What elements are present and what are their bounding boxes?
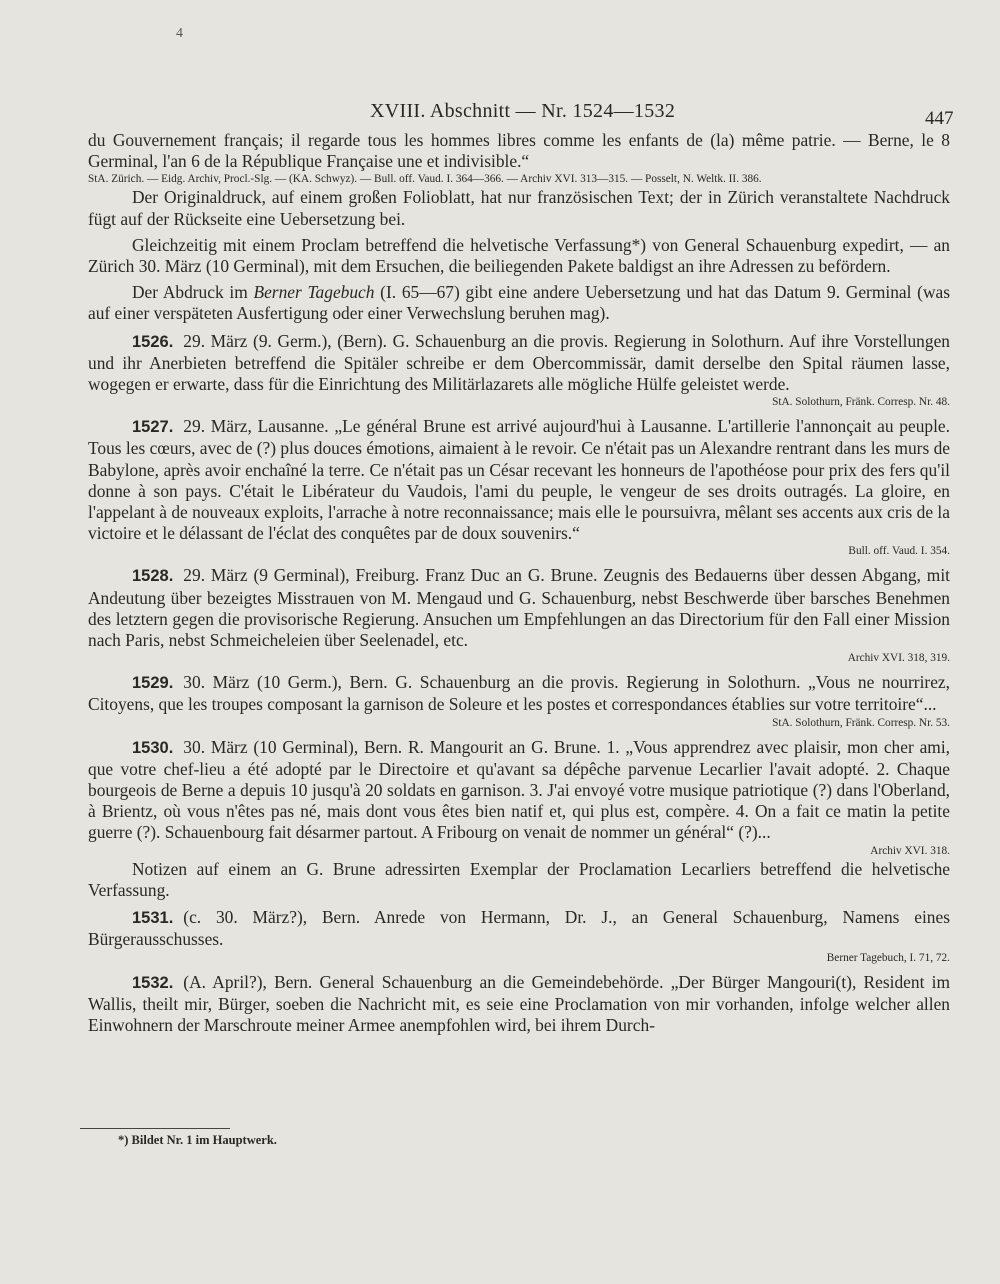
source-citation: StA. Zürich. — Eidg. Archiv, Procl.-Slg. — (KA. Schwyz). — Bull. off. Vaud. I. 364—366. — Archiv XVI. 313—315. — Posselt, N. Weltk. II. 386. <box>88 173 762 186</box>
page-header <box>0 100 1000 130</box>
source-citation: StA. Solothurn, Fränk. Corresp. Nr. 53. <box>772 716 950 729</box>
entry-number: 1531. <box>132 909 174 928</box>
paragraph-text: (I. 65—67) gibt eine andere Uebersetzung und hat das Datum 9. Germinal (was auf einer verspäteten Ausfertigung oder einer Verwechslung beruhen mag). <box>88 282 950 324</box>
source-citation: Bull. off. Vaud. I. 354. <box>848 545 950 558</box>
source-citation: Archiv XVI. 318. <box>870 844 950 857</box>
entry-1528 <box>88 565 950 651</box>
entry-1527 <box>88 416 950 544</box>
entry-number: 1530. <box>132 738 174 757</box>
paragraph <box>88 282 950 324</box>
source-citation: Archiv XVI. 318, 319. <box>847 652 950 665</box>
entry-1529 <box>88 672 950 715</box>
entry-text: (A. April?), Bern. General Schauenburg an die Gemeindebehörde. „Der Bürger Mangouri(t), Resident im Wallis, theilt mir, Bürger, soeben die Nachricht mit, es seie eine Proclamation von mir vorhanden, infolge welcher allen Einwohnern der Marschroute meiner Armee anempfohlen wird, bei ihrem Durch- <box>88 971 950 1035</box>
page-body <box>88 130 950 1036</box>
entry-1532 <box>88 972 950 1037</box>
entry-1526 <box>88 331 950 396</box>
entry-number: 1532. <box>132 973 174 992</box>
entry-text: 29. März, Lausanne. „Le général Brune est arrivé aujourd'hui à Lausanne. L'artillerie l'annonçait au peuple. Tous les cœurs, avec de (?) plus douces émotions, aimaient à le revoir. Ce n'était pas un Alexandre rentrant dans les murs de Babylone, après avoir enchaîné la terre. Ce n'était pas un César recevant les honneurs de l'apothéose pour prix des fers qu'il donne à son pays. C'était le Libérateur du Vaudois, l'ami du peuple, le vengeur de ses droits outragés. La gloire, en l'appelant à de nouveaux exploits, l'arrache à notre reconnaissance; mais elle le poursuivra, mêlant ses accents aux cris de la victoire et le délassant de l'éclat des conquêtes par de doux souvenirs.“ <box>88 416 951 544</box>
entry-text: 29. März (9 Germinal), Freiburg. Franz Duc an G. Brune. Zeugnis des Bedauerns über dessen Abgang, mit Andeutung über bezeigtes Misstrauen von M. Mengaud und G. Schauenburg, nebst Beschwerde über barsches Benehmen des letztern gegen die provisorische Regierung. Ansuchen um Empfehlungen an das Directorium für den Fall einer Mission nach Paris, nebst Schmeicheleien über Seelenadel, etc. <box>88 565 950 651</box>
entry-note: Notizen auf einem an G. Brune adressirten Exemplar der Proclamation Lecarliers betreffend die helvetische Verfassung. <box>88 858 950 900</box>
entry-text: 29. März (9. Germ.), (Bern). G. Schauenburg an die provis. Regierung in Solothurn. Auf ihre Vorstellungen und ihr Anerbieten betreffend die Spitäler schreibe er dem Obercommissär, damit derselbe den Spital räumen lasse, wogegen er erwarte, dass für die Einrichtung des Militärlazarets alle mögliche Hülfe geleistet werde. <box>88 330 950 395</box>
entry-1530 <box>88 737 950 844</box>
source-citation: Berner Tagebuch, I. 71, 72. <box>826 951 950 964</box>
footnote: *) Bildet Nr. 1 im Hauptwerk. <box>118 1133 277 1147</box>
entry-number: 1529. <box>132 674 174 693</box>
entry-number: 1527. <box>132 418 174 437</box>
corner-mark: 4 <box>176 26 183 41</box>
entry-number: 1526. <box>132 332 174 351</box>
entry-number: 1528. <box>132 567 174 586</box>
entry-text: (c. 30. März?), Bern. Anrede von Hermann, Dr. J., an General Schauenburg, Namens eines Bürgerausschusses. <box>88 907 950 950</box>
page-number: 447 <box>925 108 954 129</box>
work-title: Berner Tagebuch <box>253 282 375 303</box>
paragraph-text: Der Abdruck im <box>132 282 254 303</box>
entry-text: 30. März (10 Germ.), Bern. G. Schauenburg an die provis. Regierung in Solothurn. „Vous ne nourrirez, Citoyens, que les troupes composant la garnison de Soleure et les postes et correspondances établies sur votre territoire“... <box>88 672 950 715</box>
footnote-divider <box>80 1128 230 1129</box>
entry-text: 30. März (10 Germinal), Bern. R. Mangourit an G. Brune. 1. „Vous apprendrez avec plaisir, mon cher ami, que votre chef-lieu a été adopté par le Directoire et qu'avant sa dépêche parvenue Lecarlier l'avait adopté. 2. Chaque bourgeois de Berne a depuis 10 jusqu'à 20 soldats en garnison. 3. J'ai envoyé votre musique patriotique (?) dans l'Oberland, à Brientz, où vous n'êtes pas né, mais dont vous êtes bien natif et, qui plus est, compère. 4. On a fait ce matin la petite guerre (?). Schauenbourg fait désarmer partout. A Fribourg on venait de nommer un général“ (?)... <box>88 736 950 843</box>
continued-text: du Gouvernement français; il regarde tous les hommes libres comme les enfants de (la) même patrie. — Berne, le 8 Germinal, l'an 6 de la République Française une et indivisible.“ <box>88 130 950 172</box>
entry-1531 <box>88 907 950 950</box>
paragraph: Gleichzeitig mit einem Proclam betreffend die helvetische Verfassung*) von General Schauenburg expedirt, — an Zürich 30. März (10 Germinal), mit dem Ersuchen, die beiliegenden Pakete baldigst an ihre Adressen zu befördern. <box>88 234 950 277</box>
source-citation: StA. Solothurn, Fränk. Corresp. Nr. 48. <box>772 396 950 409</box>
running-head: XVIII. Abschnitt — Nr. 1524—1532 <box>370 100 676 122</box>
paragraph: Der Originaldruck, auf einem großen Folioblatt, hat nur französischen Text; der in Zürich veranstaltete Nachdruck fügt auf der Rückseite eine Uebersetzung bei. <box>88 187 950 229</box>
